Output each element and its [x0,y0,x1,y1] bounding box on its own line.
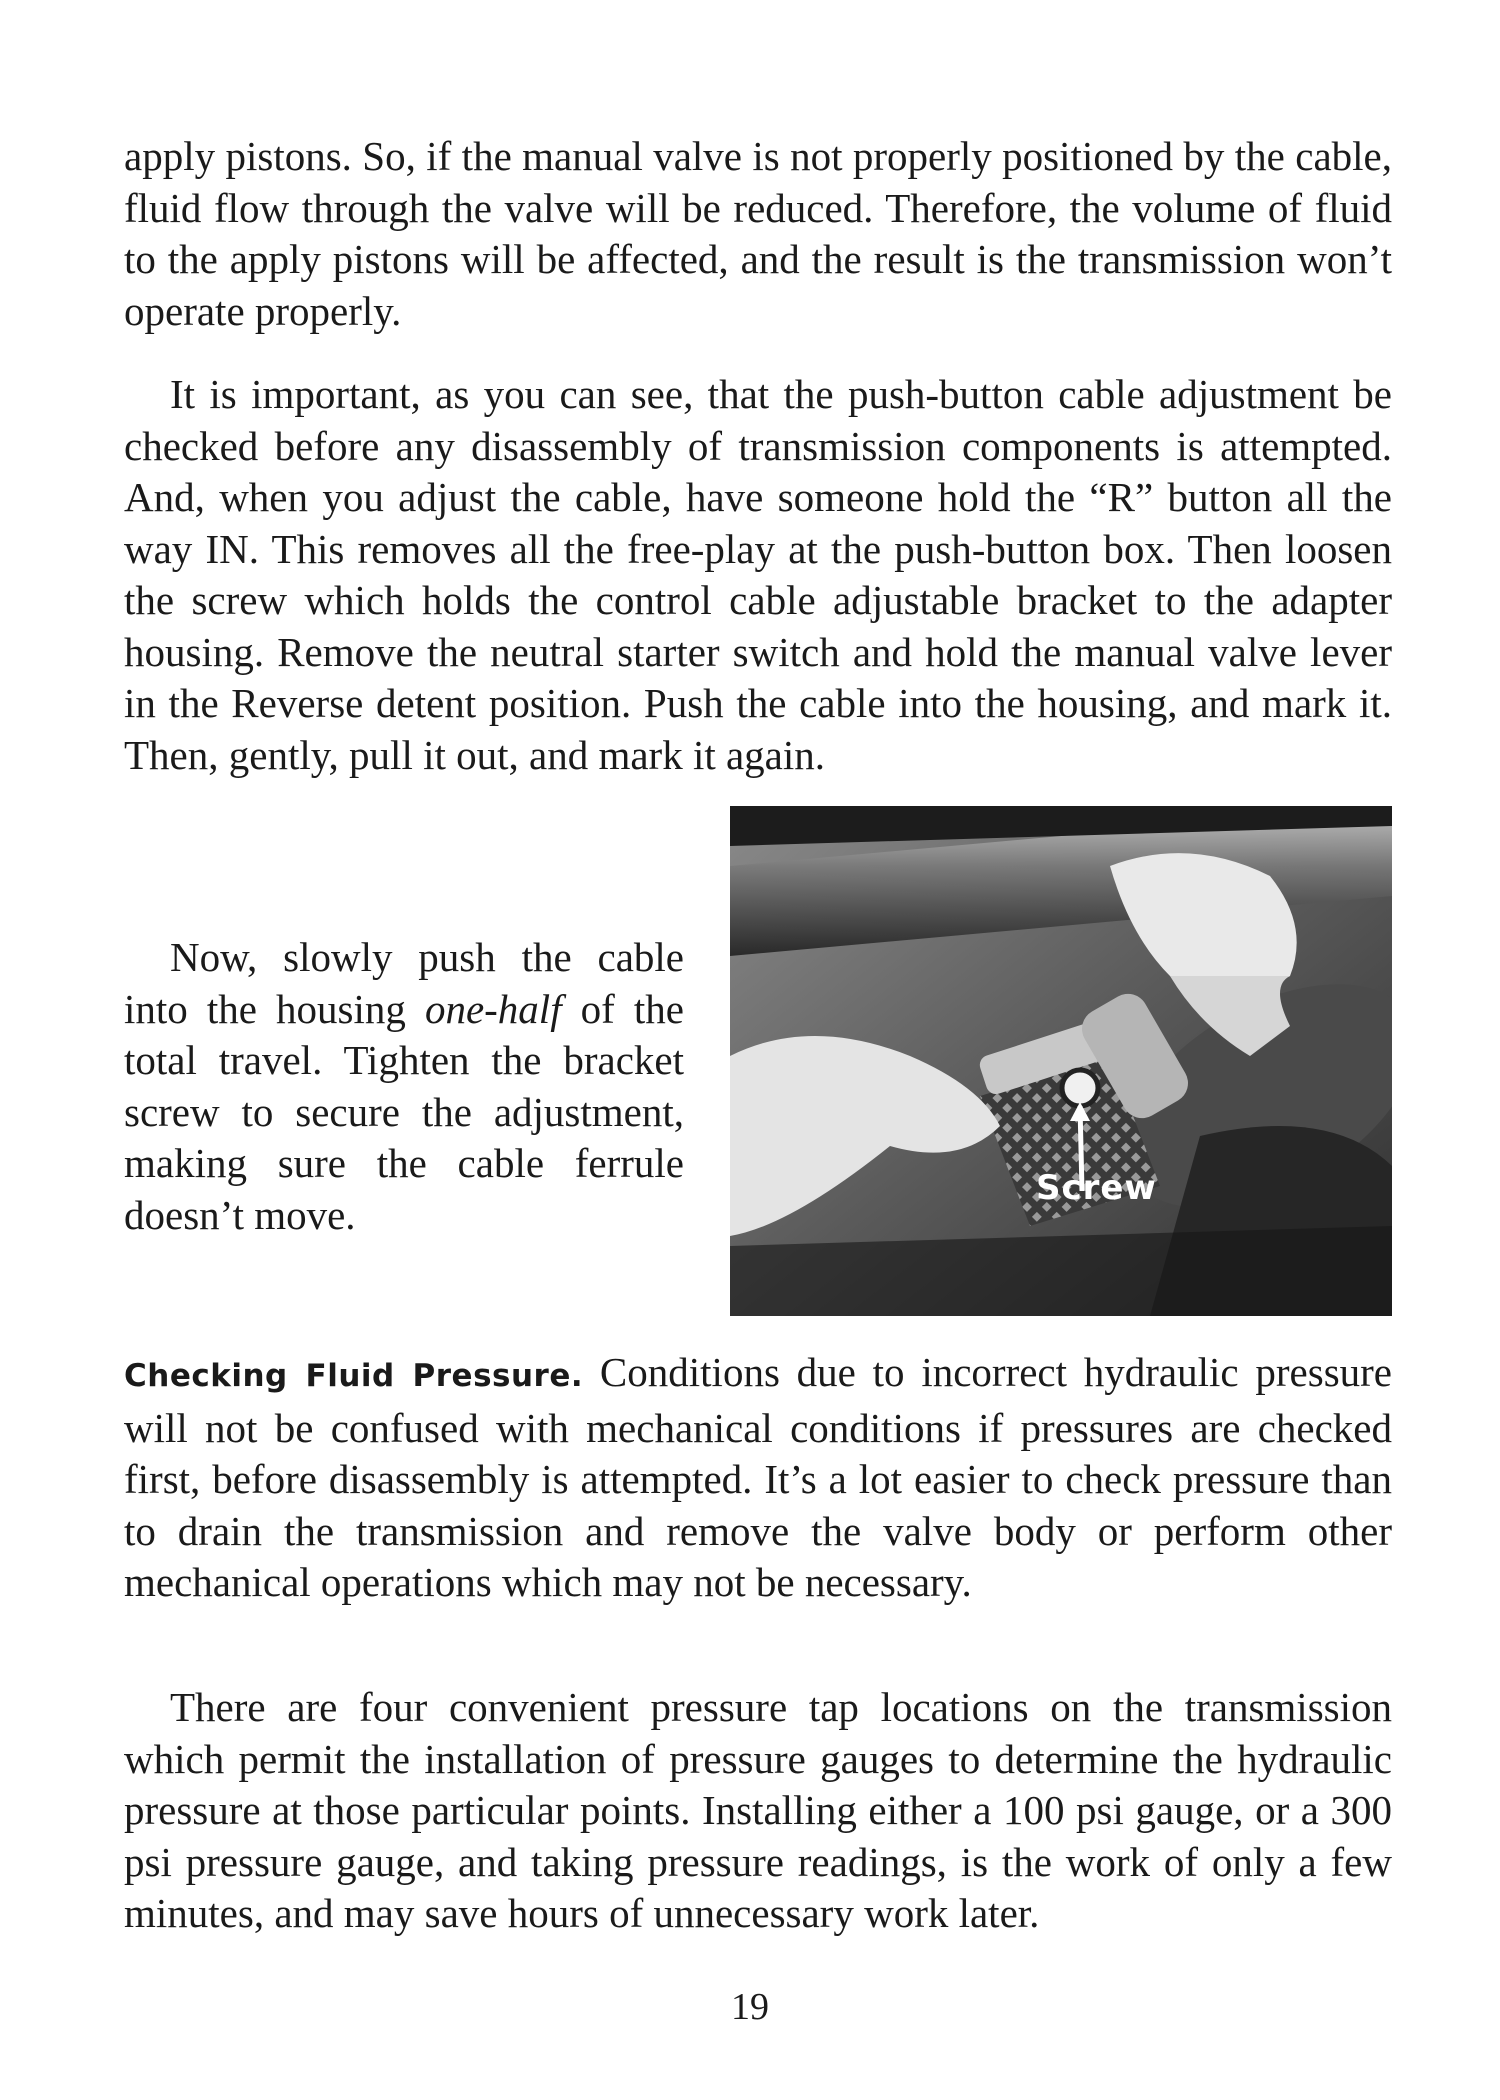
emphasis-text: one-half [424,985,562,1032]
paragraph-text: Conditions due to incorrect hydraulic pressure will not be confused with mechanical conditions if pressures are checked first, before disassembly is attempted. It’s a lot easier to check pressure than to drain the transmission and remove the valve body or perform other mechanical operations which may not be necessary. [124,1349,1392,1605]
paragraph-cable-adjustment: It is important, as you can see, that the push-button cable adjustment be checked before any disassembly of transmission components is attempted. And, when you adjust the cable, have someone hold the “R” button all the way IN. This removes all the free-play at the push-button box. Then loosen the screw which holds the control cable adjustable bracket to the adapter housing. Remove the neutral starter switch and hold the manual valve lever in the Reverse detent position. Push the cable into the housing, and mark it. Then, gently, pull it out, and mark it again. [124,371,1392,778]
cable-adjustment-photo [730,806,1392,1316]
paragraph-pressure-taps: There are four convenient pressure tap locations on the transmission which permit the installation of pressure gauges to determine the hydraulic pressure at those particular points. Installing either a 100 psi gauge, or a 300 psi pressure gauge, and taking pressure readings, is the work of only a few minutes, and may save hours of unnecessary work later. [124,1684,1392,1936]
screw-label: Screw [1036,1168,1157,1208]
paragraph-continued: apply pistons. So, if the manual valve is not properly positioned by the cable, fluid flow through the valve will be reduced. Therefore, the volume of fluid to the apply pistons will be affected, and the result is the transmission won’t operate properly. [124,133,1392,334]
page-number: 19 [731,1986,769,2028]
photo-illustration [730,806,1392,1316]
paragraph-text: Now, slowly push the cable into the housing [124,934,684,1032]
section-heading: Checking Fluid Pressure. [124,1358,584,1394]
paragraph-text: of the total travel. Tighten the bracket screw to secure the adjustment, making sure the cable ferrule doesn’t move. [124,985,684,1238]
paragraph-fluid-pressure [124,1347,1392,1609]
paragraph-push-cable [124,932,684,1241]
